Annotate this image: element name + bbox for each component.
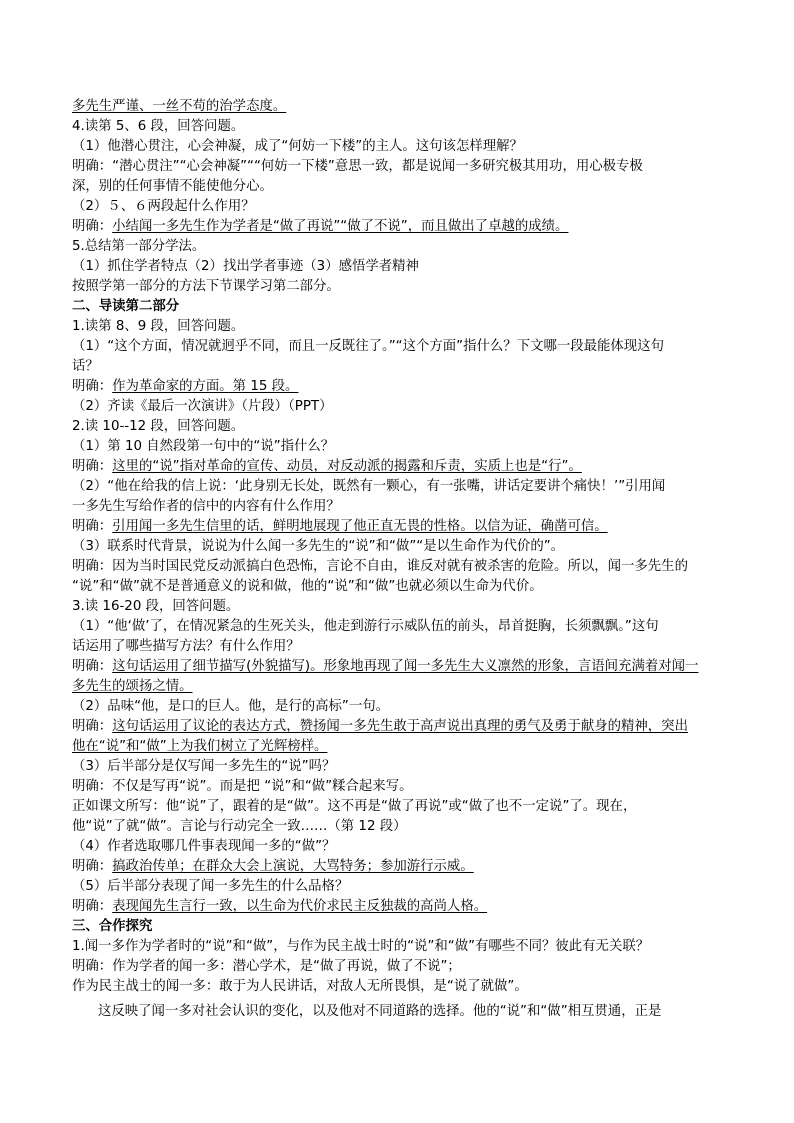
text-line: 话运用了哪些描写方法？有什么作用？ [72,639,300,654]
text-line: （1）抓住学者特点（2）找出学者事迹（3）感悟学者精神 [72,259,419,274]
text-line: 多先生严谨、一丝不苟的治学态度。 [72,99,287,114]
question: 1.闻一多作为学者时的“说”和“做”，与作为民主战士时的“说”和“做”有哪些不同？彼此有无关联？ [72,939,650,954]
text-line: 深，别的任何事情不能使他分心。 [72,179,273,194]
answer: 明确：搞政治传单；在群众大会上演说，大骂特务；参加游行示威。 [72,859,474,874]
text-line: 他在“说”和“做”上为我们树立了光辉榜样。 [72,739,328,754]
text-line: 一多先生写给作者的信中的内容有什么作用？ [72,499,340,514]
question: （1）第 10 自然段第一句中的“说”指什么？ [72,439,335,454]
text-line: 话？ [72,359,99,374]
answer: 明确：作为革命家的方面。第 15 段。 [72,379,299,394]
question: （2）品味“他，是口的巨人。他，是行的高标”一句。 [72,699,389,714]
question: （3）后半部分是仅写闻一多先生的“说”吗？ [72,759,336,774]
text-line: 正如课文所写：他“说”了，跟着的是“做”。这不再是“做了再说”或“做了也不一定说”了。现在， [72,799,637,814]
paragraph-line: 这反映了闻一多对社会认识的变化，以及他对不同道路的选择。他的“说”和“做”相互贯通，正是 [98,1004,662,1019]
question: （2）“他在给我的信上说：‘此身别无长处，既然有一颗心，有一张嘴，讲话定要讲个痛快！’”引用闻 [72,479,666,494]
question-heading: 1.读第 8、9 段，回答问题。 [72,319,245,334]
answer: 明确：表现闻先生言行一致，以生命为代价求民主反独裁的高尚人格。 [72,899,488,914]
text-line: 作为民主战士的闻一多：敢于为人民讲话，对敌人无所畏惧，是“说了就做”。 [72,979,528,994]
answer: 明确：这句话运用了细节描写(外貌描写)。形象地再现了闻一多先生大义凛然的形象，言语间充满着对闻一 [72,659,699,674]
question: （5）后半部分表现了闻一多先生的什么品格？ [72,879,349,894]
text-line: “说”和“做”就不是普通意义的说和做，他的“说”和“做”也就必须以生命为代价。 [72,579,543,594]
question: （1）“这个方面，情况就迥乎不同，而且一反既往了。”“这个方面”指什么？下文哪一段最能体现这句 [72,339,664,354]
text-line: 按照学第一部分的方法下节课学习第二部分。 [72,279,340,294]
section-heading: 三、合作探究 [72,919,153,934]
question: （3）联系时代背景，说说为什么闻一多先生的“说”和“做”“是以生命作为代价的”。 [72,539,565,554]
answer: 明确：这句话运用了议论的表达方式，赞扬闻一多先生敢于高声说出真理的勇气及勇于献身的精神，突出 [72,719,688,734]
answer: 明确：作为学者的闻一多：潜心学术，是“做了再说，做了不说”； [72,959,461,974]
question: （1）他潜心贯注，心会神凝，成了“何妨一下楼”的主人。这句该怎样理解？ [72,139,523,154]
question-heading: 5.总结第一部分学法。 [72,239,206,254]
text-line: 多先生的颂扬之情。 [72,679,193,694]
question: （2）５、６两段起什么作用？ [72,199,255,214]
question: （1）“他‘做’了，在情况紧急的生死关头，他走到游行示威队伍的前头，昂首挺胸，长须飘飘。”这句 [72,619,659,634]
question-heading: 3.读 16-20 段，回答问题。 [72,599,240,614]
answer: 明确：小结闻一多先生作为学者是“做了再说”“做了不说”，而且做出了卓越的成绩。 [72,219,569,234]
section-heading: 二、导读第二部分 [72,299,180,314]
question-heading: 2.读 10--12 段，回答问题。 [72,419,245,434]
answer: 明确：不仅是写再“说”。而是把 “说”和“做”糅合起来写。 [72,779,413,794]
answer: 明确：因为当时国民党反动派搞白色恐怖，言论不自由，谁反对就有被杀害的危险。所以，闻一多先生的 [72,559,688,574]
question-heading: 4.读第 5、6 段，回答问题。 [72,119,245,134]
answer: 明确：引用闻一多先生信里的话，鲜明地展现了他正直无畏的性格。以信为证，确凿可信。 [72,519,608,534]
text-line: 他“说”了就“做”。言论与行动完全一致……（第 12 段） [72,819,407,834]
text-line: （2）齐读《最后一次演讲》（片段）（PPT） [72,399,333,414]
answer: 明确：“潜心贯注”“心会神凝”““何妨一下楼”意思一致，都是说闻一多研究极其用功，用心极专极 [72,159,643,174]
answer: 明确：这里的“说”指对革命的宣传、动员，对反动派的揭露和斥责，实质上也是“行”。 [72,459,582,474]
question: （4）作者选取哪几件事表现闻一多的“做”？ [72,839,336,854]
